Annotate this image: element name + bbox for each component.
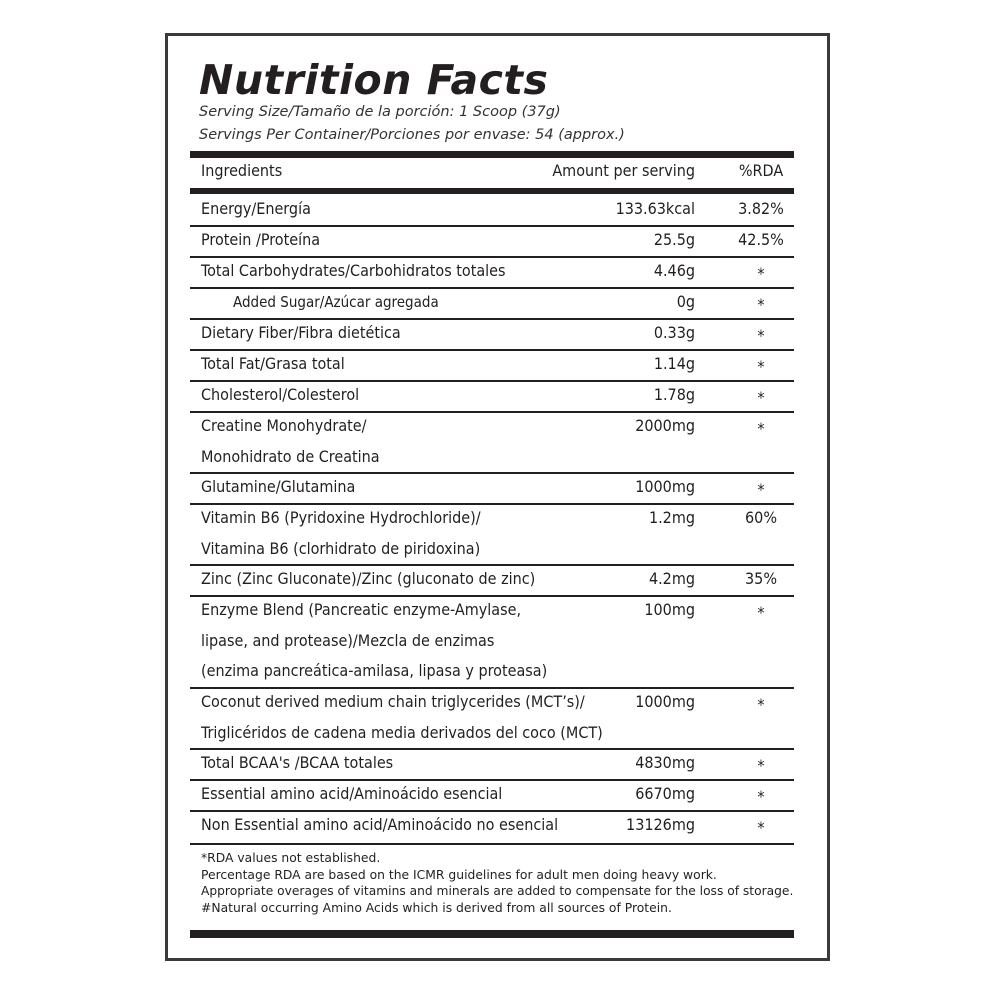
footnote-amino: #Natural occurring Amino Acids which is derived from all sources of Protein. [201, 899, 672, 915]
row-name: Glutamine/Glutamina [201, 477, 356, 496]
row-rda: * [757, 787, 765, 806]
row-rda: * [757, 480, 765, 499]
row-rda: * [757, 295, 765, 314]
row-amount: 1.2mg [648, 508, 695, 527]
row-rda: 35% [745, 569, 777, 588]
row-rda: * [757, 264, 765, 283]
footnote-overages: Appropriate overages of vitamins and minerals are added to compensate for the loss of storage. [201, 883, 794, 898]
row-amount: 25.5g [653, 230, 695, 249]
row-amount: 1.78g [653, 385, 695, 404]
row-name: Protein /Proteína [201, 230, 321, 249]
page-title: Nutrition Facts [199, 56, 549, 104]
header-amount: Amount per serving [552, 161, 695, 180]
row-rda: * [757, 326, 765, 345]
row-name-line: (enzima pancreática-amilasa, lipasa y proteasa) [201, 661, 548, 680]
row-name: Essential amino acid/Aminoácido esencial [201, 784, 503, 803]
row-name: Total Fat/Grasa total [201, 354, 345, 373]
row-rda: * [757, 695, 765, 714]
row-amount: 0g [676, 292, 695, 311]
serving-size: Serving Size/Tamaño de la porción: 1 Scoop (37g) [199, 104, 561, 120]
footnote-icmr: Percentage RDA are based on the ICMR guidelines for adult men doing heavy work. [201, 866, 717, 882]
row-rda: 60% [745, 508, 777, 527]
row-name-line: Coconut derived medium chain triglycerides (MCT’s)/ [201, 692, 585, 711]
row-name-line: Enzyme Blend (Pancreatic enzyme-Amylase, [201, 600, 522, 619]
row-amount: 2000mg [635, 416, 695, 435]
row-amount: 13126mg [626, 815, 695, 834]
row-name-line: Creatine Monohydrate/ [201, 416, 367, 435]
row-name: Non Essential amino acid/Aminoácido no esencial [201, 815, 559, 834]
row-name-line: Vitamin B6 (Pyridoxine Hydrochloride)/ [201, 508, 481, 527]
row-name: Energy/Energía [201, 199, 311, 218]
row-name-line: Vitamina B6 (clorhidrato de piridoxina) [201, 538, 481, 558]
row-amount: 4830mg [635, 753, 695, 772]
row-name-line: Monohidrato de Creatina [201, 446, 380, 466]
row-rda: * [757, 388, 765, 407]
row-name-line: lipase, and protease)/Mezcla de enzimas [201, 630, 495, 650]
row-amount: 133.63kcal [615, 199, 695, 218]
row-name: Zinc (Zinc Gluconate)/Zinc (gluconato de zinc) [201, 569, 536, 588]
row-amount: 1.14g [653, 354, 695, 373]
footer-bar [190, 930, 794, 938]
footnote-rda: *RDA values not established. [201, 850, 381, 865]
table-bottom-rule [190, 843, 794, 845]
row-name: Total BCAA's /BCAA totales [201, 753, 394, 772]
row-amount: 1000mg [635, 692, 695, 711]
row-amount: 4.46g [653, 261, 695, 280]
row-rda: * [757, 357, 765, 376]
row-amount: 1000mg [635, 477, 695, 496]
row-rda: 3.82% [738, 199, 784, 218]
row-name: Total Carbohydrates/Carbohidratos totales [201, 261, 506, 280]
row-name-sub: Added Sugar/Azúcar agregada [233, 293, 439, 311]
servings-per-container: Servings Per Container/Porciones por envase: 54 (approx.) [199, 127, 625, 143]
row-amount: 100mg [644, 600, 695, 619]
row-name: Dietary Fiber/Fibra dietética [201, 323, 401, 342]
header-ingredients: Ingredients [201, 161, 283, 180]
row-name-line: Triglicéridos de cadena media derivados del coco (MCT) [201, 722, 603, 742]
footnotes [201, 850, 801, 916]
row-name: Cholesterol/Colesterol [201, 385, 360, 404]
row-amount: 0.33g [653, 323, 695, 342]
row-rda: * [757, 419, 765, 438]
row-rda: * [757, 756, 765, 775]
row-rda: * [757, 603, 765, 622]
header-rda: %RDA [738, 161, 784, 180]
row-amount: 4.2mg [648, 569, 695, 588]
row-rda: * [757, 818, 765, 837]
row-rda: 42.5% [738, 230, 784, 249]
row-amount: 6670mg [635, 784, 695, 803]
